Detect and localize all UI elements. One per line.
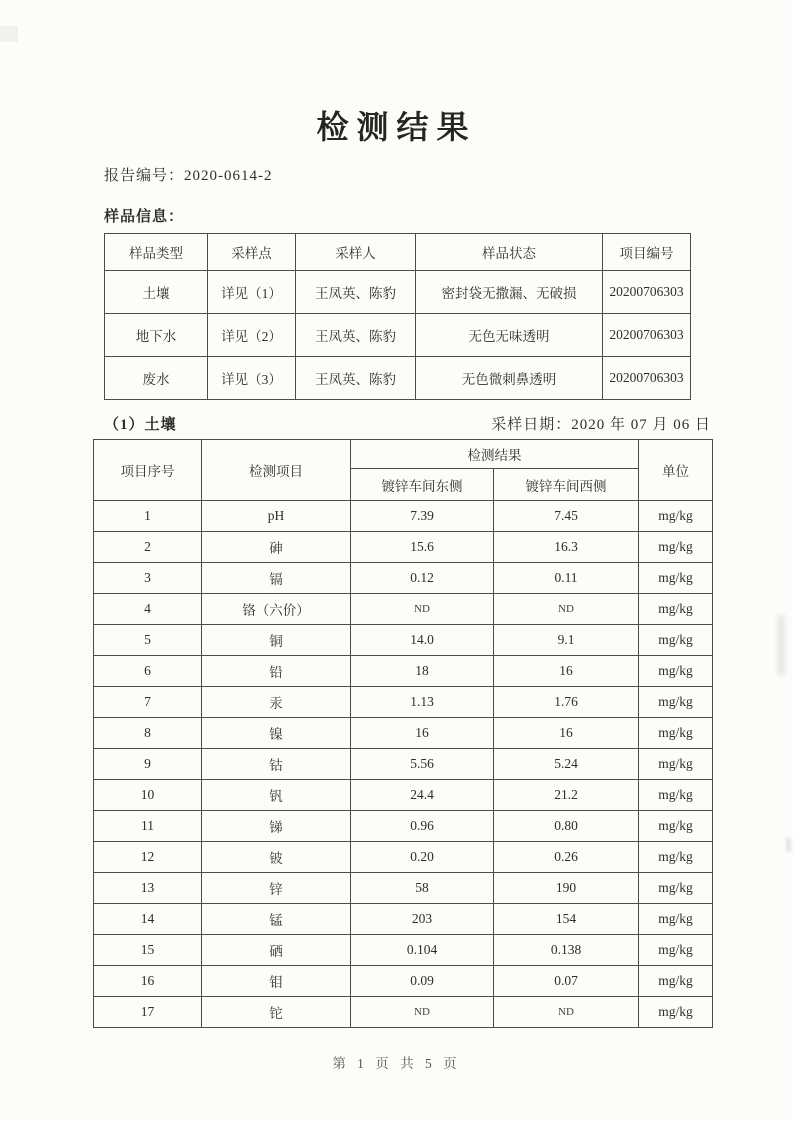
scan-artifact bbox=[782, 700, 788, 740]
results-table-cell-west: 16.3 bbox=[494, 532, 639, 563]
results-table-cell-item: 汞 bbox=[202, 687, 351, 718]
sample-info-table bbox=[104, 233, 691, 400]
results-table-cell-east: 58 bbox=[351, 873, 494, 904]
results-table-cell-no: 16 bbox=[94, 966, 202, 997]
sample-table-cell: 20200706303 bbox=[603, 271, 691, 314]
results-table-cell-item: 铬（六价） bbox=[202, 594, 351, 625]
sample-table-header-projno: 项目编号 bbox=[603, 234, 691, 271]
results-table-cell-east: 1.13 bbox=[351, 687, 494, 718]
results-table-cell-no: 11 bbox=[94, 811, 202, 842]
results-table-cell-no: 7 bbox=[94, 687, 202, 718]
results-table-cell-east: 14.0 bbox=[351, 625, 494, 656]
results-table-cell-east: 203 bbox=[351, 904, 494, 935]
results-table-cell-no: 4 bbox=[94, 594, 202, 625]
sample-table-header-row bbox=[105, 234, 691, 271]
sample-table-header-person: 采样人 bbox=[296, 234, 416, 271]
results-table-cell-no: 3 bbox=[94, 563, 202, 594]
results-table-cell-west: ND bbox=[494, 594, 639, 625]
results-table-cell-west: 0.138 bbox=[494, 935, 639, 966]
results-header-west: 镀锌车间西侧 bbox=[494, 469, 639, 501]
results-table-cell-unit: mg/kg bbox=[639, 563, 713, 594]
results-table-cell-east: 0.12 bbox=[351, 563, 494, 594]
results-table-cell-east: 0.104 bbox=[351, 935, 494, 966]
results-table-cell-unit: mg/kg bbox=[639, 625, 713, 656]
results-table-cell-east: 5.56 bbox=[351, 749, 494, 780]
results-table-cell-east: 15.6 bbox=[351, 532, 494, 563]
results-table-cell-no: 2 bbox=[94, 532, 202, 563]
results-table-cell-west: 0.07 bbox=[494, 966, 639, 997]
results-table-cell-item: 钴 bbox=[202, 749, 351, 780]
results-table-cell-item: 铜 bbox=[202, 625, 351, 656]
sample-table-header-point: 采样点 bbox=[208, 234, 296, 271]
page-title: 检测结果 bbox=[316, 109, 477, 145]
sampling-date-value: 2020 年 07 月 06 日 bbox=[571, 417, 711, 434]
sampling-date bbox=[491, 413, 711, 434]
scan-artifact bbox=[777, 615, 785, 675]
results-header-row-1 bbox=[94, 440, 713, 469]
sample-table-row bbox=[105, 357, 691, 400]
results-table-cell-item: 钒 bbox=[202, 780, 351, 811]
results-table-cell-item: 铊 bbox=[202, 997, 351, 1028]
sample-table-cell: 地下水 bbox=[105, 314, 208, 357]
results-table-cell-unit: mg/kg bbox=[639, 904, 713, 935]
sample-info-heading: 样品信息： bbox=[104, 209, 185, 226]
results-header-item: 检测项目 bbox=[202, 440, 351, 501]
results-table-cell-unit: mg/kg bbox=[639, 532, 713, 563]
results-table-cell-west: 16 bbox=[494, 718, 639, 749]
sampling-date-label: 采样日期： bbox=[491, 417, 572, 434]
results-table-cell-east: 24.4 bbox=[351, 780, 494, 811]
results-table-cell-no: 17 bbox=[94, 997, 202, 1028]
results-table-cell-east: 18 bbox=[351, 656, 494, 687]
results-header-group: 检测结果 bbox=[351, 440, 639, 469]
results-table-cell-east: 16 bbox=[351, 718, 494, 749]
results-table-row bbox=[94, 780, 713, 811]
results-table-cell-west: 7.45 bbox=[494, 501, 639, 532]
results-table-cell-item: 硒 bbox=[202, 935, 351, 966]
sample-table-header-state: 样品状态 bbox=[416, 234, 603, 271]
report-number-line bbox=[104, 164, 793, 185]
results-table-cell-item: 镉 bbox=[202, 563, 351, 594]
results-table-cell-west: 190 bbox=[494, 873, 639, 904]
results-table-row bbox=[94, 625, 713, 656]
results-table-row bbox=[94, 935, 713, 966]
page-footer: 第 1 页 共 5 页 bbox=[332, 1056, 461, 1072]
results-table-cell-item: 镍 bbox=[202, 718, 351, 749]
results-table-cell-east: 0.96 bbox=[351, 811, 494, 842]
sample-table-cell: 详见（3） bbox=[208, 357, 296, 400]
results-table-cell-west: 0.11 bbox=[494, 563, 639, 594]
results-table-cell-item: 钼 bbox=[202, 966, 351, 997]
results-table-cell-unit: mg/kg bbox=[639, 935, 713, 966]
results-table-cell-west: 0.80 bbox=[494, 811, 639, 842]
sample-table-cell: 废水 bbox=[105, 357, 208, 400]
results-table-cell-item: 铅 bbox=[202, 656, 351, 687]
results-table-row bbox=[94, 563, 713, 594]
results-table-row bbox=[94, 811, 713, 842]
results-table-cell-west: 154 bbox=[494, 904, 639, 935]
results-header-east: 镀锌车间东侧 bbox=[351, 469, 494, 501]
results-table-cell-unit: mg/kg bbox=[639, 594, 713, 625]
results-table-cell-no: 1 bbox=[94, 501, 202, 532]
sample-table-cell: 无色无味透明 bbox=[416, 314, 603, 357]
results-header-no: 项目序号 bbox=[94, 440, 202, 501]
results-table-cell-item: 锑 bbox=[202, 811, 351, 842]
results-table-cell-east: ND bbox=[351, 997, 494, 1028]
results-table-cell-west: 21.2 bbox=[494, 780, 639, 811]
results-table-row bbox=[94, 873, 713, 904]
results-table-cell-item: 铍 bbox=[202, 842, 351, 873]
results-table-row bbox=[94, 966, 713, 997]
results-table-cell-east: 0.20 bbox=[351, 842, 494, 873]
results-table-cell-unit: mg/kg bbox=[639, 749, 713, 780]
report-number-value: 2020-0614-2 bbox=[184, 168, 273, 185]
results-table-cell-west: 9.1 bbox=[494, 625, 639, 656]
sample-table-cell: 土壤 bbox=[105, 271, 208, 314]
results-table-cell-no: 8 bbox=[94, 718, 202, 749]
section-heading: （1）土壤 bbox=[104, 417, 177, 434]
results-table-cell-item: 锌 bbox=[202, 873, 351, 904]
results-table-row bbox=[94, 749, 713, 780]
results-table-cell-west: 16 bbox=[494, 656, 639, 687]
sample-table-cell: 详见（2） bbox=[208, 314, 296, 357]
results-table-cell-west: 0.26 bbox=[494, 842, 639, 873]
sample-table-cell: 详见（1） bbox=[208, 271, 296, 314]
results-table-cell-no: 6 bbox=[94, 656, 202, 687]
results-table-cell-item: pH bbox=[202, 501, 351, 532]
results-table bbox=[93, 439, 713, 1028]
results-table-cell-no: 14 bbox=[94, 904, 202, 935]
results-table-row bbox=[94, 532, 713, 563]
results-table-cell-unit: mg/kg bbox=[639, 873, 713, 904]
results-table-cell-unit: mg/kg bbox=[639, 501, 713, 532]
sample-table-cell: 无色微刺鼻透明 bbox=[416, 357, 603, 400]
results-table-cell-no: 15 bbox=[94, 935, 202, 966]
results-table-cell-unit: mg/kg bbox=[639, 997, 713, 1028]
sample-table-header-type: 样品类型 bbox=[105, 234, 208, 271]
results-table-cell-east: ND bbox=[351, 594, 494, 625]
results-table-cell-no: 9 bbox=[94, 749, 202, 780]
results-table-row bbox=[94, 501, 713, 532]
sample-table-cell: 密封袋无撒漏、无破损 bbox=[416, 271, 603, 314]
results-table-cell-item: 砷 bbox=[202, 532, 351, 563]
results-table-row bbox=[94, 656, 713, 687]
results-table-cell-unit: mg/kg bbox=[639, 656, 713, 687]
results-table-cell-no: 10 bbox=[94, 780, 202, 811]
results-table-row bbox=[94, 687, 713, 718]
results-table-cell-west: 1.76 bbox=[494, 687, 639, 718]
results-table-row bbox=[94, 842, 713, 873]
sample-table-cell: 20200706303 bbox=[603, 314, 691, 357]
results-table-cell-unit: mg/kg bbox=[639, 780, 713, 811]
sample-table-cell: 王凤英、陈豹 bbox=[296, 314, 416, 357]
results-table-cell-unit: mg/kg bbox=[639, 966, 713, 997]
results-header-unit: 单位 bbox=[639, 440, 713, 501]
results-table-cell-west: 5.24 bbox=[494, 749, 639, 780]
sample-table-row bbox=[105, 314, 691, 357]
results-table-cell-west: ND bbox=[494, 997, 639, 1028]
results-table-cell-east: 7.39 bbox=[351, 501, 494, 532]
results-table-cell-unit: mg/kg bbox=[639, 718, 713, 749]
report-number-label: 报告编号： bbox=[104, 168, 185, 185]
results-table-row bbox=[94, 718, 713, 749]
sample-table-row bbox=[105, 271, 691, 314]
results-table-cell-unit: mg/kg bbox=[639, 687, 713, 718]
results-table-row bbox=[94, 997, 713, 1028]
results-table-cell-item: 锰 bbox=[202, 904, 351, 935]
results-table-cell-east: 0.09 bbox=[351, 966, 494, 997]
results-table-cell-unit: mg/kg bbox=[639, 842, 713, 873]
sample-table-cell: 王凤英、陈豹 bbox=[296, 357, 416, 400]
results-table-row bbox=[94, 904, 713, 935]
scan-artifact bbox=[786, 838, 791, 852]
results-table-cell-no: 12 bbox=[94, 842, 202, 873]
results-table-cell-no: 5 bbox=[94, 625, 202, 656]
results-table-cell-no: 13 bbox=[94, 873, 202, 904]
sample-table-cell: 20200706303 bbox=[603, 357, 691, 400]
sample-table-cell: 王凤英、陈豹 bbox=[296, 271, 416, 314]
results-table-cell-unit: mg/kg bbox=[639, 811, 713, 842]
results-table-row bbox=[94, 594, 713, 625]
section-line bbox=[104, 413, 711, 434]
